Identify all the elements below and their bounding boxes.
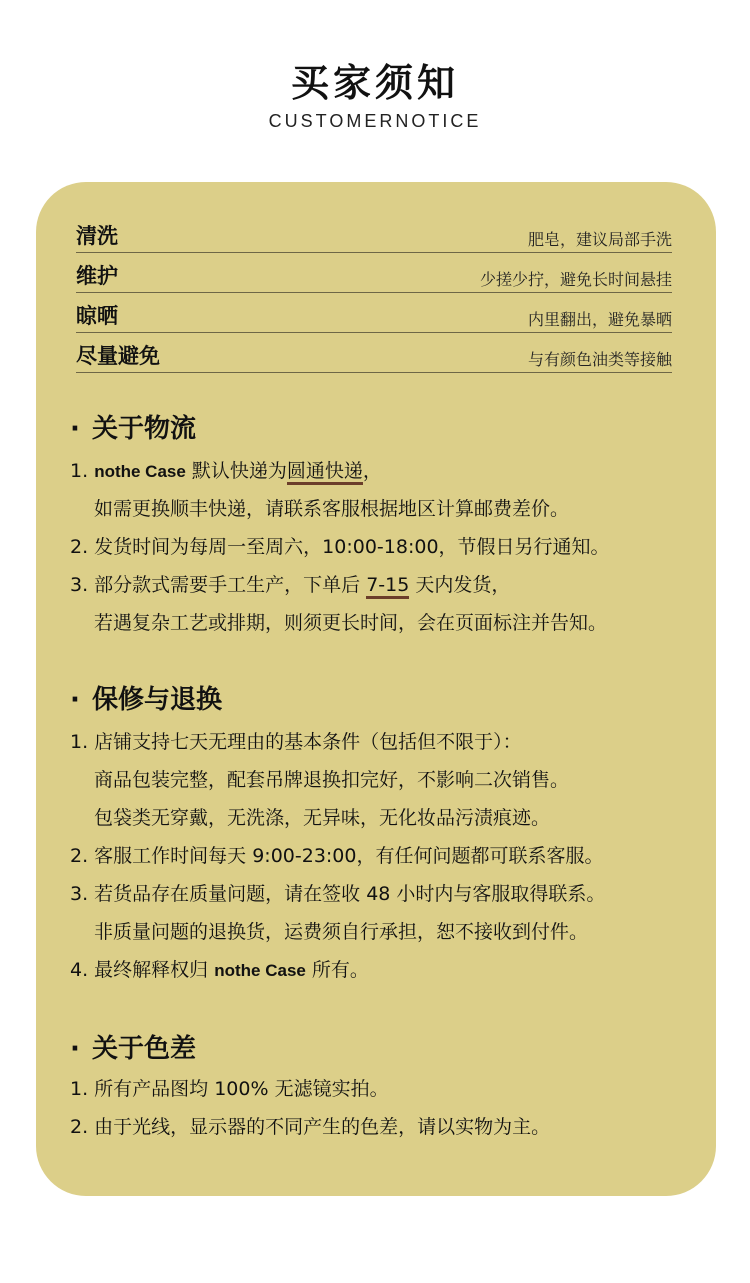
bullet-dot: · (70, 1034, 80, 1064)
line-text: 3. 部分款式需要手工生产，下单后 (70, 574, 367, 596)
section-title-logistics (70, 408, 196, 445)
highlight-courier: 圆通快递 (287, 460, 363, 485)
care-value: 少搓少拧，避免长时间悬挂 (479, 270, 672, 289)
care-label: 清洗 (76, 224, 118, 248)
line-text: 所有。 (305, 959, 369, 981)
line-text: 默认快递为 (185, 460, 287, 482)
care-value: 与有颜色油类等接触 (527, 350, 672, 369)
color-diff-line-2: 2. 由于光线，显示器的不同产生的色差，请以实物为主。 (70, 1116, 551, 1138)
care-value: 肥皂，建议局部手洗 (527, 230, 672, 249)
logistics-line-3b: 若遇复杂工艺或排期，则须更长时间，会在页面标注并告知。 (94, 612, 608, 634)
section-title-text: 保修与退换 (92, 685, 223, 715)
notice-card (36, 182, 716, 1196)
logistics-line-1 (70, 456, 382, 483)
brand-name: nothe Case (94, 462, 186, 481)
line-text: 4. 最终解释权归 (70, 959, 215, 981)
care-row-avoid (76, 342, 672, 373)
line-text: 天内发货， (409, 574, 511, 596)
page-title: 买家须知 (290, 61, 459, 105)
returns-line-2: 2. 客服工作时间每天 9:00-23:00，有任何问题都可联系客服。 (70, 845, 604, 867)
section-title-text: 关于色差 (92, 1034, 197, 1064)
care-label: 维护 (76, 264, 118, 288)
list-number: 1. (70, 460, 89, 482)
care-row-drying (76, 302, 672, 333)
care-row-washing (76, 222, 672, 253)
returns-line-4 (70, 955, 369, 982)
logistics-line-2: 2. 发货时间为每周一至周六，10:00-18:00，节假日另行通知。 (70, 536, 610, 558)
section-title-returns (70, 679, 222, 716)
section-title-color-diff (70, 1028, 196, 1065)
returns-line-3: 3. 若货品存在质量问题，请在签收 48 小时内与客服取得联系。 (70, 883, 606, 905)
section-title-text: 关于物流 (92, 414, 197, 444)
returns-line-3b: 非质量问题的退换货，运费须自行承担，恕不接收到付件。 (94, 921, 589, 943)
care-label: 晾晒 (76, 304, 118, 328)
page-header (0, 0, 750, 170)
care-value: 内里翻出，避免暴晒 (527, 310, 672, 329)
returns-line-1b: 商品包装完整，配套吊牌退换扣完好，不影响二次销售。 (94, 769, 570, 791)
care-row-maintenance (76, 262, 672, 293)
bullet-dot: · (70, 414, 80, 444)
color-diff-line-1: 1. 所有产品图均 100% 无滤镜实拍。 (70, 1078, 389, 1100)
bullet-dot: · (70, 685, 80, 715)
care-label: 尽量避免 (76, 344, 160, 368)
returns-line-1c: 包袋类无穿戴，无洗涤，无异味，无化妆品污渍痕迹。 (94, 807, 551, 829)
page-subtitle: CUSTOMERNOTICE (268, 111, 482, 131)
logistics-line-1b: 如需更换顺丰快递，请联系客服根据地区计算邮费差价。 (94, 498, 570, 520)
highlight-days: 7-15 (366, 574, 409, 599)
returns-line-1: 1. 店铺支持七天无理由的基本条件（包括但不限于）： (70, 731, 522, 753)
brand-name: nothe Case (214, 961, 306, 980)
logistics-line-3 (70, 570, 510, 597)
line-text: ， (362, 460, 382, 482)
